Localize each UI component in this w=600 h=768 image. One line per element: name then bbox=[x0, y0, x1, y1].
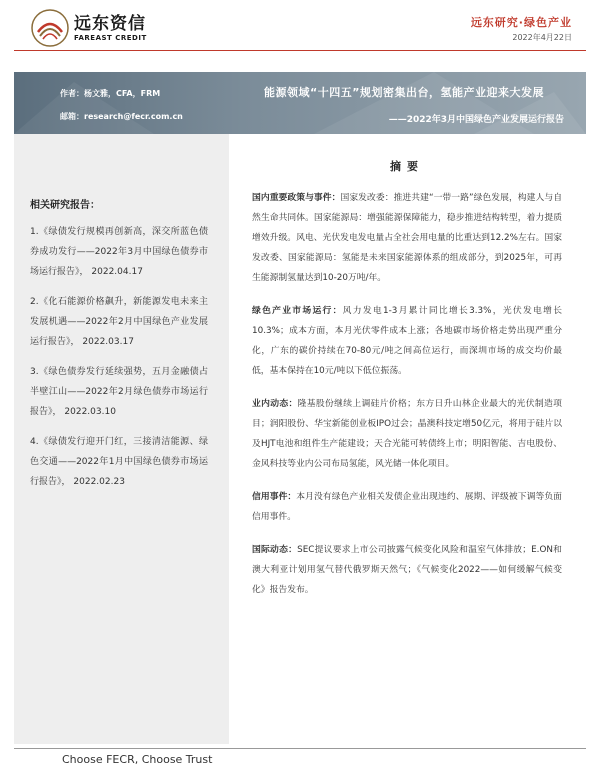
related-report-date: 2022.02.23 bbox=[73, 477, 125, 487]
paragraph-lead: 国际动态： bbox=[252, 545, 298, 555]
paragraph-lead: 国内重要政策与事件： bbox=[252, 193, 341, 203]
related-report-item[interactable] bbox=[30, 292, 208, 352]
paragraph-body: 风力发电1-3月累计同比增长3.3%，光伏发电增长10.3%；成本方面，本月光伏零件成本上涨；各地碳市场价格走势出现严重分化，广东的碳价持续在70-80元/吨之间高位运行，而深圳市场的成交均价最低，基本保持在10元/吨以下低位振荡。 bbox=[252, 306, 562, 376]
related-report-text: 2.《化石能源价格飙升，新能源发电未来主发展机遇——2022年2月中国绿色产业发展运行报告》， bbox=[30, 297, 208, 347]
email-line: 邮箱：research@fecr.com.cn bbox=[60, 112, 183, 121]
paragraph-body: 本月没有绿色产业相关发债企业出现违约、展期、评级被下调等负面信用事件。 bbox=[252, 492, 562, 522]
related-report-text: 4.《绿债发行迎开门红，三接清洁能源、绿色交通——2022年1月中国绿色债券市场运行报告》， bbox=[30, 437, 208, 487]
fareast-logo-icon bbox=[30, 8, 70, 48]
abstract-paragraph-industry bbox=[252, 394, 562, 474]
related-reports-sidebar bbox=[14, 134, 229, 744]
company-logo bbox=[30, 8, 147, 48]
related-report-date: 2022.03.17 bbox=[82, 337, 134, 347]
abstract-paragraph-market bbox=[252, 301, 562, 381]
paragraph-body: 隆基股份继续上调硅片价格；东方日升山林企业最大的光伏制造项目；润阳股份、华宝新能创业板IPO过会；晶澳科技定增50亿元，将用于硅片以及HJT电池和组件生产能建设；天合光能可转债终上市；明阳智能、吉电股份、金风科技等业内公司布局氢能，风光储一体化项目。 bbox=[252, 399, 562, 469]
header-divider bbox=[14, 50, 586, 51]
author-line: 作者：杨文雅，CFA，FRM bbox=[60, 89, 161, 98]
footer-divider bbox=[14, 748, 586, 749]
footer-slogan: Choose FECR, Choose Trust bbox=[62, 753, 213, 766]
paragraph-lead: 业内动态： bbox=[252, 399, 298, 409]
abstract-paragraph-credit bbox=[252, 487, 562, 527]
related-report-date: 2022.03.10 bbox=[64, 407, 116, 417]
abstract-paragraph-international bbox=[252, 540, 562, 600]
related-reports-title: 相关研究报告： bbox=[30, 200, 100, 211]
related-report-date: 2022.04.17 bbox=[91, 267, 143, 277]
title-banner bbox=[14, 72, 586, 134]
abstract-title: 摘要 bbox=[390, 160, 424, 173]
related-report-text: 3.《绿色债券发行延续强势，五月金融债占半壁江山——2022年2月绿色债券市场运行报告》， bbox=[30, 367, 208, 417]
related-report-item[interactable] bbox=[30, 362, 208, 422]
report-date: 2022年4月22日 bbox=[512, 33, 572, 42]
report-title: 能源领域“十四五”规划密集出台，氢能产业迎来大发展 bbox=[264, 86, 544, 99]
report-subtitle: ——2022年3月中国绿色产业发展运行报告 bbox=[388, 115, 564, 125]
paragraph-body: 国家发改委：推进共建“一带一路”绿色发展，构建人与自然生命共同体。国家能源局：增强能源保障能力，稳步推进结构转型，着力提质增效升级。风电、光伏发电发电量占全社会用电量的比重达到12.2%左右。国家发改委、国家能源局：氢能是未来国家能源体系的组成部分，到2025年，可再生能源制氢量达到10-20万吨/年。 bbox=[252, 193, 562, 283]
report-series: 远东研究·绿色产业 bbox=[470, 16, 572, 29]
paragraph-body: SEC提议要求上市公司披露气候变化风险和温室气体排放；E.ON和澳大利亚计划用氢气替代俄罗斯天然气；《气候变化2022——如何缓解气候变化》报告发布。 bbox=[252, 545, 562, 595]
related-report-item[interactable] bbox=[30, 432, 208, 492]
related-report-item[interactable] bbox=[30, 222, 208, 282]
logo-english-name: FAREAST CREDIT bbox=[74, 34, 147, 42]
abstract-paragraph-domestic-policy bbox=[252, 188, 562, 288]
abstract-section bbox=[252, 158, 562, 613]
related-reports-list bbox=[30, 222, 208, 502]
paragraph-lead: 绿色产业市场运行： bbox=[252, 306, 343, 316]
related-report-text: 1.《绿债发行规模再创新高，深交所蓝色债券成功发行——2022年3月中国绿色债券市场运行报告》， bbox=[30, 227, 208, 277]
paragraph-lead: 信用事件： bbox=[252, 492, 297, 502]
logo-chinese-name: 远东资信 bbox=[74, 14, 146, 34]
